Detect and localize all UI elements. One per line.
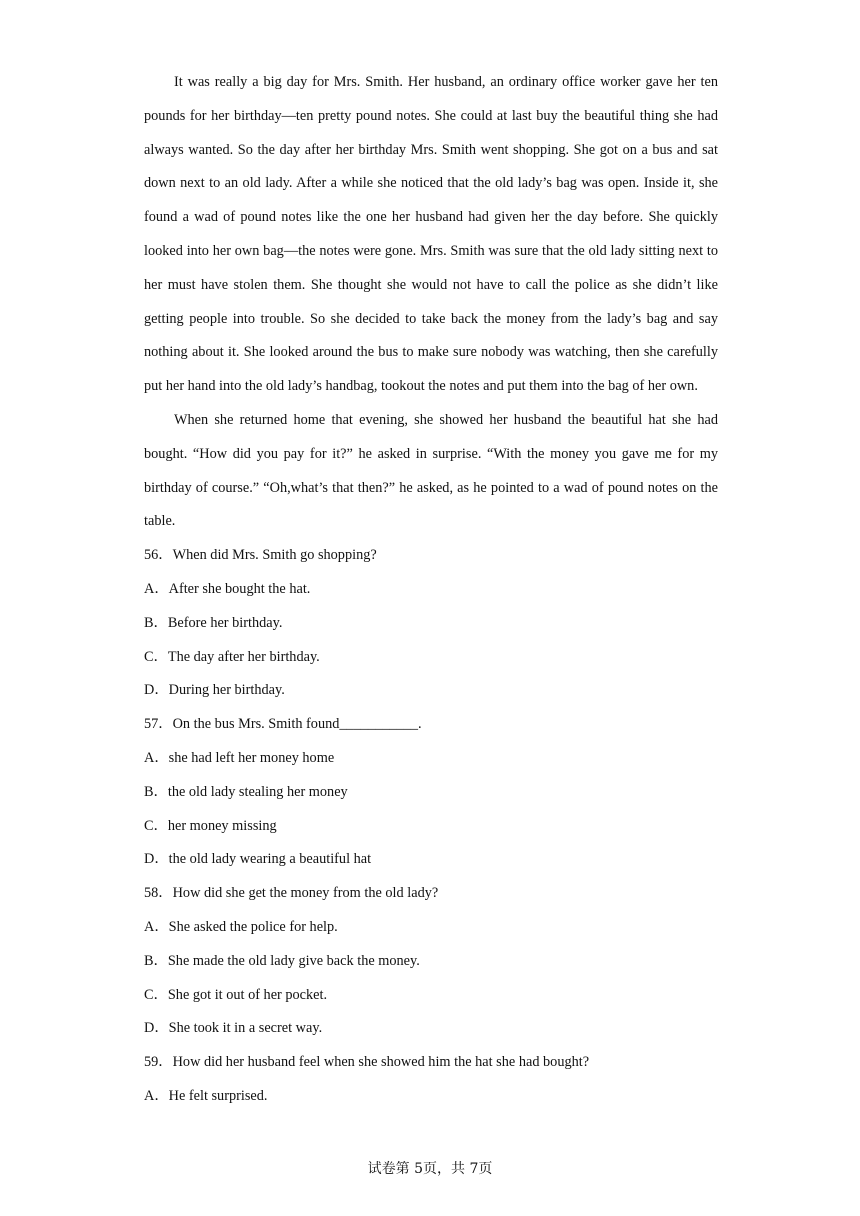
option-text: After she bought the hat. — [168, 580, 311, 597]
option-letter: A． — [144, 580, 169, 597]
option-letter: C． — [144, 817, 168, 834]
option-b — [144, 776, 718, 810]
option-text: the old lady wearing a beautiful hat — [168, 851, 372, 868]
passage-paragraph-1: It was really a big day for Mrs. Smith. Her husband, an ordinary office worker gave her ten pounds for her birthday—ten pretty pound notes. She could at last buy the beautiful thing she had always wanted. So the day after her birthday Mrs. Smith went shopping. She got on a bus and sat down next to an old lady. After a while she noticed that the old lady’s bag was open. Inside it, she found a wad of pound notes like the one her husband had given her the day before. She quickly looked into her own bag—the notes were gone. Mrs. Smith was sure that the old lady sitting next to her must have stolen them. She thought she would not have to call the police as she didn’t like getting people into trouble. So she decided to take back the money from the lady’s bag and say nothing about it. She looked around the bus to make sure nobody was watching, then she carefully put her hand into the old lady’s handbag, tookout the notes and put them into the bag of her own. — [144, 74, 718, 395]
option-d — [144, 674, 718, 708]
option-a — [144, 1080, 718, 1114]
question-text: How did she get the money from the old lady? — [172, 885, 439, 902]
option-c — [144, 641, 718, 675]
option-letter: D． — [144, 682, 169, 699]
question-56 — [144, 539, 718, 708]
question-number: 56． — [144, 547, 173, 564]
option-letter: A． — [144, 918, 169, 935]
option-text: During her birthday. — [168, 682, 285, 699]
passage-paragraph-2: When she returned home that evening, she showed her husband the beautiful hat she had bought. “How did you pay for it?” he asked in surprise. “With the money you gave me for my birthday of course.” “Oh,what’s that then?” he asked, as he pointed to a wad of pound notes on the table. — [144, 411, 718, 530]
option-text: the old lady stealing her money — [167, 783, 348, 800]
question-text: On the bus Mrs. Smith found___________. — [172, 716, 422, 733]
option-letter: C． — [144, 986, 168, 1003]
question-59 — [144, 1046, 718, 1114]
question-number: 57． — [144, 716, 173, 733]
option-b — [144, 945, 718, 979]
option-letter: D． — [144, 851, 169, 868]
option-letter: D． — [144, 1020, 169, 1037]
option-text: she had left her money home — [168, 749, 335, 766]
option-text: Before her birthday. — [167, 614, 283, 631]
option-text: She got it out of her pocket. — [167, 986, 328, 1003]
option-text: She took it in a secret way. — [168, 1020, 323, 1037]
question-58 — [144, 877, 718, 1046]
option-letter: A． — [144, 749, 169, 766]
question-stem — [144, 877, 718, 911]
question-text: How did her husband feel when she showed him the hat she had bought? — [172, 1054, 590, 1071]
option-letter: B． — [144, 614, 168, 631]
question-57 — [144, 708, 718, 877]
option-letter: B． — [144, 952, 168, 969]
option-letter: B． — [144, 783, 168, 800]
option-c — [144, 979, 718, 1013]
option-letter: C． — [144, 648, 168, 665]
question-text: When did Mrs. Smith go shopping? — [172, 547, 377, 564]
option-a — [144, 911, 718, 945]
option-d — [144, 1012, 718, 1046]
option-c — [144, 810, 718, 844]
question-stem — [144, 1046, 718, 1080]
option-d — [144, 843, 718, 877]
option-text: She asked the police for help. — [168, 918, 338, 935]
option-a — [144, 573, 718, 607]
question-stem — [144, 539, 718, 573]
question-stem — [144, 708, 718, 742]
page-footer: 试卷第 5页，共 7页 — [367, 1161, 493, 1177]
option-text: He felt surprised. — [168, 1087, 268, 1104]
option-text: The day after her birthday. — [167, 648, 320, 665]
option-b — [144, 607, 718, 641]
option-text: She made the old lady give back the money. — [167, 952, 420, 969]
exam-page-body — [144, 66, 718, 1114]
option-a — [144, 742, 718, 776]
question-number: 59． — [144, 1054, 173, 1071]
option-text: her money missing — [167, 817, 277, 834]
option-letter: A． — [144, 1087, 169, 1104]
question-number: 58． — [144, 885, 173, 902]
